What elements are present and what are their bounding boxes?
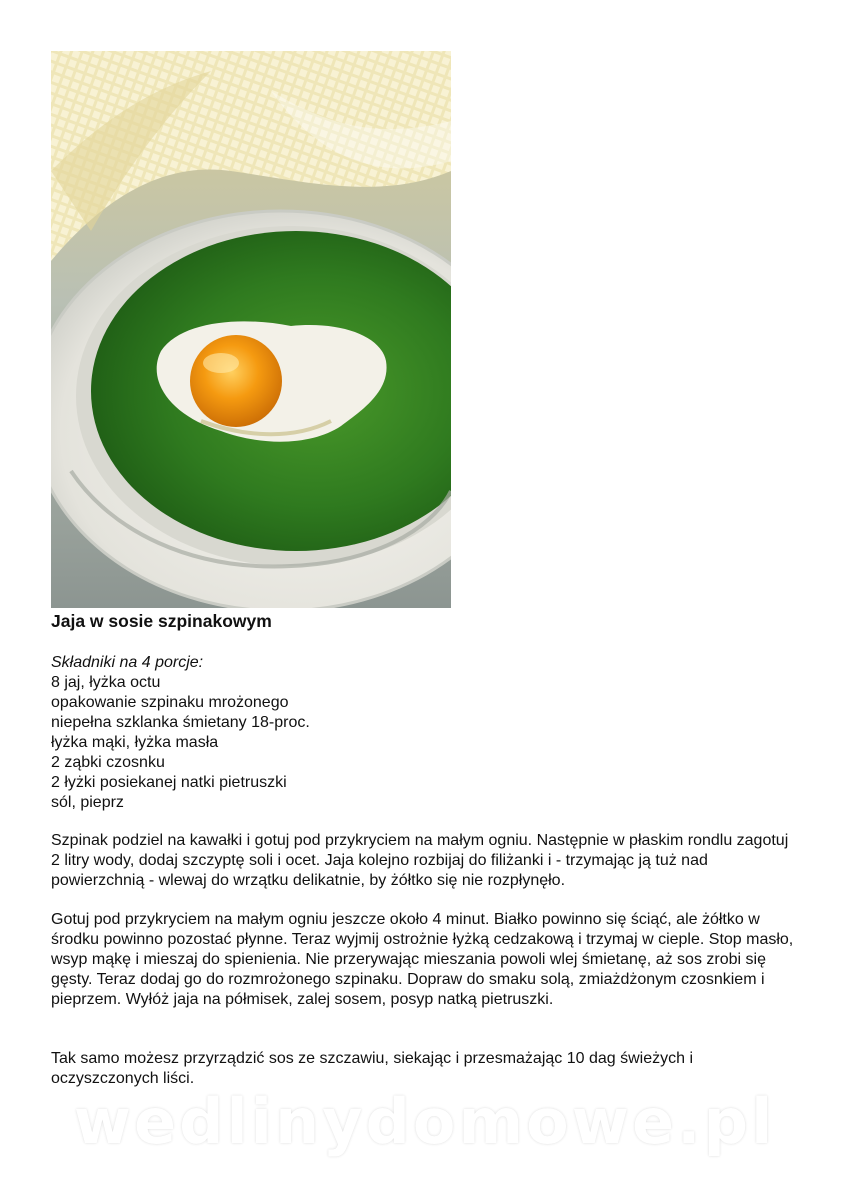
dish-photo bbox=[51, 51, 451, 608]
ingredient-item: niepełna szklanka śmietany 18-proc. bbox=[51, 714, 310, 731]
ingredient-item: opakowanie szpinaku mrożonego bbox=[51, 694, 289, 711]
ingredient-item: 2 łyżki posiekanej natki pietruszki bbox=[51, 774, 287, 791]
ingredients-list bbox=[51, 653, 310, 813]
watermark: wedlinydomowe.pl bbox=[73, 1085, 776, 1158]
instructions-paragraph-1: Szpinak podziel na kawałki i gotuj pod przykryciem na małym ogniu. Następnie w płaskim rondlu zagotuj 2 litry wody, dodaj szczyptę soli i ocet. Jaja kolejno rozbijaj do filiżanki i - trzymając ją tuż nad powierzchnią - wlewaj do wrzątku delikatnie, by żółtko się nie rozpłynęło. bbox=[51, 832, 789, 889]
instructions-paragraph-2: Gotuj pod przykryciem na małym ogniu jeszcze około 4 minut. Białko powinno się ściąć, ale żółtko w środku powinno pozostać płynne. Teraz wyjmij ostrożnie łyżką cedzakową i trzymaj w cieple. Stop masło, wsyp mąkę i mieszaj do spienienia. Nie przerywając mieszania powoli wlej śmietanę, aż sos zrobi się gęsty. Teraz dodaj go do rozmrożonego szpinaku. Dopraw do smaku solą, zmiażdżonym czosnkiem i pieprzem. Wyłóż jaja na półmisek, zalej sosem, posyp natką pietruszki. bbox=[51, 911, 794, 1008]
ingredient-item: łyżka mąki, łyżka masła bbox=[51, 734, 219, 751]
instructions-paragraph-3: Tak samo możesz przyrządzić sos ze szczawiu, siekając i przesmażając 10 dag świeżych i oczyszczonych liści. bbox=[51, 1050, 694, 1087]
ingredients-header: Składniki na 4 porcje: bbox=[51, 654, 204, 671]
ingredient-item: sól, pieprz bbox=[51, 794, 124, 811]
recipe-title: Jaja w sosie szpinakowym bbox=[51, 611, 272, 631]
ingredient-item: 2 ząbki czosnku bbox=[51, 754, 165, 771]
ingredient-item: 8 jaj, łyżka octu bbox=[51, 674, 161, 691]
